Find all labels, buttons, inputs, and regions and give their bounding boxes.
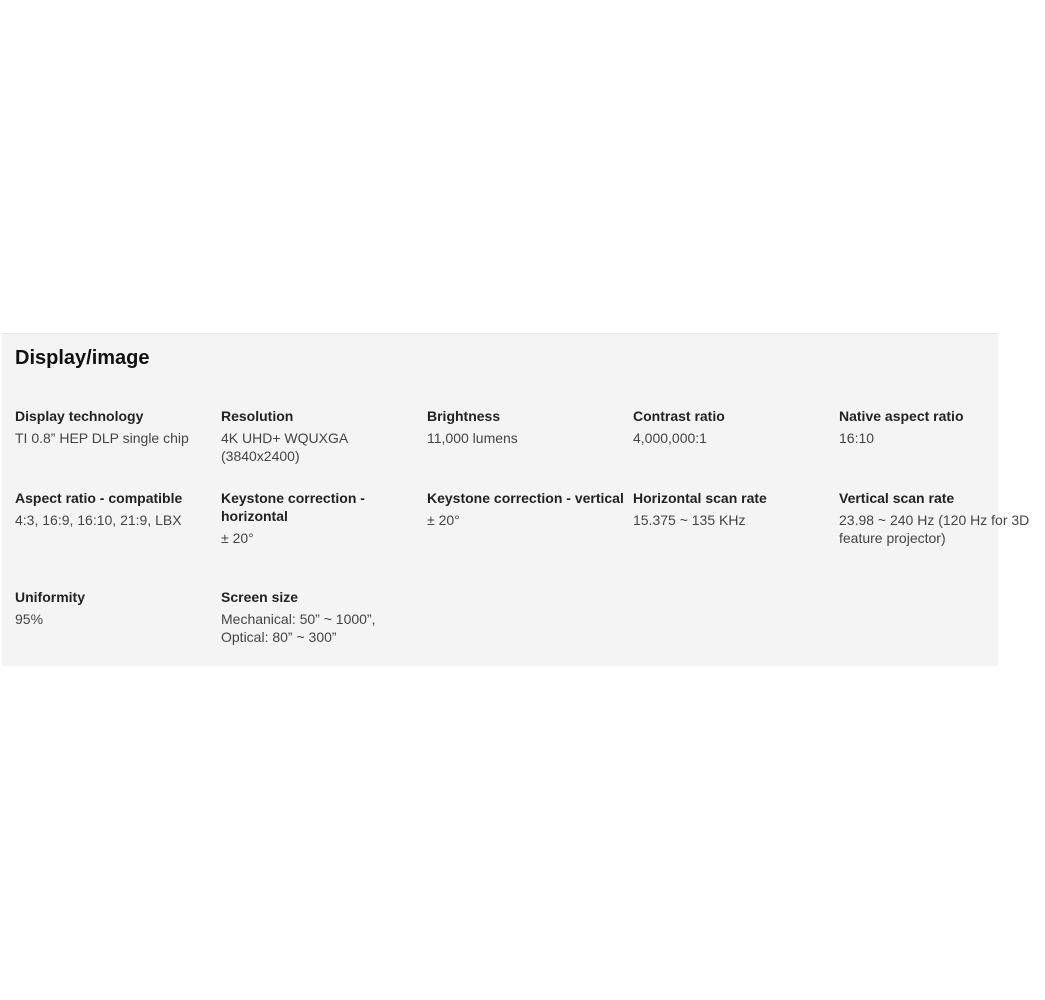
spec-label: Resolution <box>221 408 294 424</box>
spec-value: 4K UHD+ WQUXGA (3840x2400) <box>221 430 348 464</box>
spec-aspect-ratio-compatible <box>15 489 221 588</box>
spec-value: ± 20° <box>427 512 460 528</box>
spec-label: Display technology <box>15 408 144 424</box>
spec-label: Brightness <box>427 408 501 424</box>
spec-grid <box>15 407 1045 646</box>
spec-label: Aspect ratio - compatible <box>15 490 183 506</box>
spec-label: Screen size <box>221 589 299 605</box>
spec-value: Mechanical: 50” ~ 1000”, Optical: 80” ~ 300” <box>221 611 376 645</box>
spec-value: 15.375 ~ 135 KHz <box>633 512 746 528</box>
spec-native-aspect-ratio <box>839 407 1045 489</box>
spec-value: TI 0.8” HEP DLP single chip <box>15 430 189 446</box>
display-image-specs-section <box>2 333 1030 666</box>
spec-label: Native aspect ratio <box>839 408 964 424</box>
spec-contrast-ratio <box>633 407 839 489</box>
spec-keystone-vertical <box>427 489 633 588</box>
spec-value: ± 20° <box>221 530 254 546</box>
spec-value: 11,000 lumens <box>427 430 518 446</box>
spec-label: Keystone correction - vertical <box>427 490 624 506</box>
section-title: Display/image <box>15 347 150 369</box>
spec-display-technology <box>15 407 221 489</box>
spec-label: Vertical scan rate <box>839 490 955 506</box>
spec-value: 16:10 <box>839 430 875 446</box>
spec-label: Uniformity <box>15 589 85 605</box>
spec-label: Contrast ratio <box>633 408 725 424</box>
spec-vertical-scan-rate <box>839 489 1045 588</box>
spec-value: 4:3, 16:9, 16:10, 21:9, LBX <box>15 512 182 528</box>
spec-brightness <box>427 407 633 489</box>
spec-screen-size <box>221 588 427 646</box>
spec-horizontal-scan-rate <box>633 489 839 588</box>
spec-label: Horizontal scan rate <box>633 490 767 506</box>
spec-value: 4,000,000:1 <box>633 430 707 446</box>
spec-value: 23.98 ~ 240 Hz (120 Hz for 3D feature projector) <box>839 512 1030 546</box>
spec-label: Keystone correction - horizontal <box>221 490 365 524</box>
spec-keystone-horizontal <box>221 489 427 588</box>
spec-value: 95% <box>15 611 44 627</box>
spec-resolution <box>221 407 427 489</box>
spec-uniformity <box>15 588 221 646</box>
